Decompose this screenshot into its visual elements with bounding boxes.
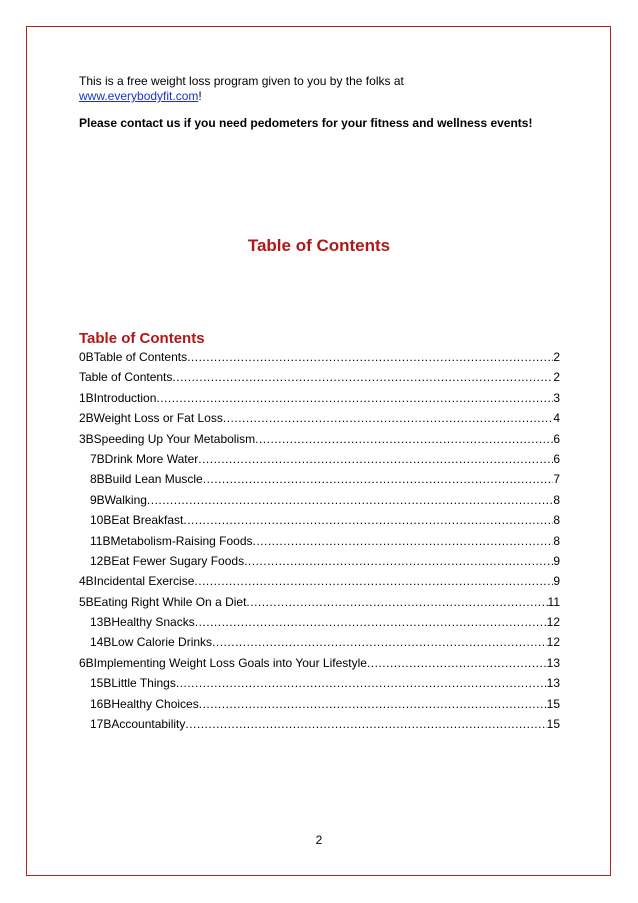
- toc-leader-dots: [255, 429, 553, 449]
- toc-entry[interactable]: [79, 490, 560, 510]
- toc-entry[interactable]: [79, 653, 560, 673]
- contact-note: Please contact us if you need pedometers for your fitness and wellness events!: [79, 116, 533, 130]
- toc-entry-page: 4: [553, 411, 560, 426]
- toc-entry-label: 10BEat Breakfast: [90, 513, 184, 528]
- toc-entry-label: 15BLittle Things: [90, 676, 176, 691]
- toc-entry[interactable]: [79, 612, 560, 632]
- toc-leader-dots: [223, 408, 553, 428]
- toc-entry[interactable]: [79, 673, 560, 693]
- toc-leader-dots: [199, 694, 547, 714]
- toc-leader-dots: [176, 673, 547, 693]
- toc-entry-label: 3BSpeeding Up Your Metabolism: [79, 431, 256, 446]
- toc-entry-page: 12: [546, 635, 560, 650]
- toc-entry-page: 8: [553, 513, 560, 528]
- toc-entry-page: 8: [553, 533, 560, 548]
- toc-entry-page: 9: [553, 574, 560, 589]
- toc-entry[interactable]: [79, 510, 560, 530]
- toc-entry-label: 14BLow Calorie Drinks: [90, 635, 213, 650]
- toc-leader-dots: [183, 510, 553, 530]
- toc-leader-dots: [244, 551, 553, 571]
- toc-entry-page: 2: [553, 370, 560, 385]
- toc-entry-label: 2BWeight Loss or Fat Loss: [79, 411, 223, 426]
- toc-entry[interactable]: [79, 571, 560, 591]
- toc-entry-label: 16BHealthy Choices: [90, 696, 199, 711]
- toc-heading: Table of Contents: [79, 330, 205, 347]
- intro-text: [79, 74, 559, 104]
- toc-entry[interactable]: [79, 592, 560, 612]
- table-of-contents: [79, 347, 560, 734]
- toc-entry-label: 4BIncidental Exercise: [79, 574, 195, 589]
- toc-entry-label: 13BHealthy Snacks: [90, 615, 195, 630]
- toc-entry[interactable]: [79, 408, 560, 428]
- toc-leader-dots: [187, 347, 553, 367]
- toc-entry-label: 12BEat Fewer Sugary Foods: [90, 553, 245, 568]
- toc-entry-page: 13: [546, 655, 560, 670]
- intro-line: This is a free weight loss program given to you by the folks at: [79, 74, 404, 88]
- toc-entry-page: 15: [546, 696, 560, 711]
- toc-leader-dots: [246, 592, 547, 612]
- toc-entry-label: Table of Contents: [79, 370, 173, 385]
- toc-entry[interactable]: [79, 694, 560, 714]
- toc-entry-page: 8: [553, 492, 560, 507]
- toc-entry-page: 6: [553, 451, 560, 466]
- toc-entry-page: 2: [553, 350, 560, 364]
- toc-entry-label: 17BAccountability: [90, 717, 186, 732]
- toc-entry-label: 8BBuild Lean Muscle: [90, 472, 203, 487]
- toc-entry-label: 7BDrink More Water: [90, 451, 199, 466]
- toc-leader-dots: [147, 490, 553, 510]
- toc-entry-page: 13: [546, 676, 560, 691]
- toc-leader-dots: [172, 367, 553, 387]
- page-title: Table of Contents: [247, 236, 391, 255]
- toc-entry[interactable]: [79, 347, 560, 367]
- toc-entry-label: 0BTable of Contents: [79, 350, 188, 364]
- toc-entry[interactable]: [79, 388, 560, 408]
- toc-entry-page: 15: [546, 717, 560, 732]
- toc-entry-label: 11BMetabolism-Raising Foods: [90, 533, 253, 548]
- toc-leader-dots: [185, 714, 546, 734]
- toc-leader-dots: [203, 469, 554, 489]
- toc-entry[interactable]: [79, 429, 560, 449]
- toc-entry[interactable]: [79, 367, 560, 387]
- toc-entry-label: 5BEating Right While On a Diet: [79, 594, 247, 609]
- intro-punctuation: !: [198, 89, 202, 103]
- intro-block: [79, 74, 559, 131]
- toc-leader-dots: [198, 449, 553, 469]
- toc-entry-page: 12: [546, 615, 560, 630]
- toc-entry[interactable]: [79, 714, 560, 734]
- toc-entry-page: 3: [553, 390, 560, 405]
- toc-entry[interactable]: [79, 632, 560, 652]
- toc-entry-page: 9: [553, 553, 560, 568]
- toc-leader-dots: [156, 388, 553, 408]
- toc-entry[interactable]: [79, 551, 560, 571]
- toc-leader-dots: [195, 612, 547, 632]
- toc-entry-page: 6: [553, 431, 560, 446]
- toc-leader-dots: [212, 632, 547, 652]
- toc-entry-page: 11: [547, 594, 560, 609]
- toc-entry-label: 6BImplementing Weight Loss Goals into Your Lifestyle: [79, 655, 367, 670]
- toc-entry[interactable]: [79, 469, 560, 489]
- website-link[interactable]: www.everybodyfit.com: [79, 89, 199, 103]
- toc-leader-dots: [253, 531, 554, 551]
- toc-entry-label: 9BWalking: [90, 492, 147, 507]
- toc-entry[interactable]: [79, 449, 560, 469]
- toc-entry-page: 7: [553, 472, 560, 487]
- toc-entry-label: 1BIntroduction: [79, 390, 157, 405]
- toc-leader-dots: [367, 653, 547, 673]
- toc-leader-dots: [194, 571, 553, 591]
- toc-entry[interactable]: [79, 531, 560, 551]
- page-number: 2: [315, 833, 323, 847]
